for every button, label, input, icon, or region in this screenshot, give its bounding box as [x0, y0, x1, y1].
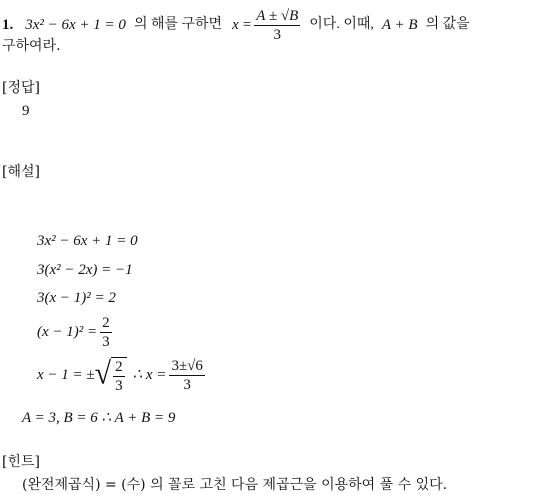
- hint-label: [힌트]: [2, 454, 40, 470]
- problem-equation: 3x² − 6x + 1 = 0: [25, 17, 126, 33]
- step5-lhs: x − 1 = ±: [37, 367, 95, 383]
- root-lhs: x: [232, 17, 239, 33]
- step5-denominator: 3: [115, 377, 123, 394]
- problem-text-a: 의 해를 구하면: [133, 17, 223, 32]
- root-denominator: 3: [273, 26, 281, 43]
- problem-statement: 1. 3x² − 6x + 1 = 0 의 해를 구하면 x = $\frac{A \pm √B}{3}$ 이다. 이때, A + B 의 값을: [2, 7, 470, 43]
- problem-expr: A + B: [381, 17, 418, 33]
- solution-step-4: [37, 314, 115, 350]
- solution-conclusion: A = 3, B = 6 ∴ A + B = 9: [22, 410, 176, 426]
- step5-fraction: [113, 359, 125, 394]
- step5-mid: ∴ x =: [132, 367, 167, 383]
- step5-result-numerator: 3±√6: [171, 357, 203, 374]
- problem-text-b: 이다. 이때,: [309, 17, 374, 32]
- step4-numerator: 2: [102, 314, 110, 331]
- step4-fraction: [100, 315, 112, 350]
- answer-label: [정답]: [2, 80, 40, 96]
- solution-step-5: [37, 355, 208, 395]
- root-fraction: [254, 8, 300, 43]
- hint-text: (완전제곱식) = (수) 의 꼴로 고친 다음 제곱근을 이용하여 풀 수 있다.: [22, 477, 448, 493]
- step5-numerator: 2: [115, 358, 123, 375]
- step5-result-denominator: 3: [183, 376, 191, 393]
- step5-result-fraction: [169, 358, 204, 393]
- solution-label: [해설]: [2, 164, 40, 180]
- problem-text-d: 구하여라.: [2, 38, 61, 54]
- solution-step-3: 3(x − 1)² = 2: [37, 290, 116, 306]
- answer-value: 9: [22, 103, 30, 119]
- problem-text-c: 의 값을: [425, 17, 470, 32]
- root-numerator: A ± √B: [256, 7, 299, 24]
- step4-lhs: (x − 1)² =: [37, 324, 98, 340]
- solution-step-2: 3(x² − 2x) = −1: [37, 262, 133, 278]
- problem-number: 1.: [2, 17, 14, 33]
- step4-denominator: 3: [102, 333, 110, 350]
- step5-sqrt: [95, 357, 127, 394]
- radical-icon: √: [94, 355, 112, 391]
- solution-step-1: 3x² − 6x + 1 = 0: [37, 233, 138, 249]
